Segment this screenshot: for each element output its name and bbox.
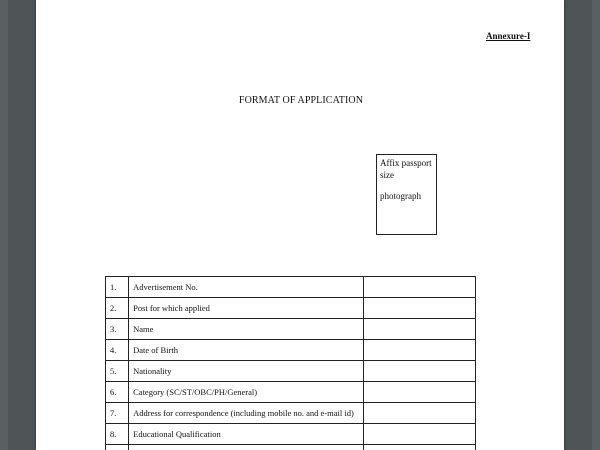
row-number: 4. xyxy=(106,340,129,361)
table-row xyxy=(106,445,476,450)
table-row xyxy=(106,298,476,319)
table-row xyxy=(106,361,476,382)
row-value-cell[interactable] xyxy=(364,298,476,319)
row-number: 6. xyxy=(106,382,129,403)
row-label: Address for correspondence (including mobile no. and e-mail id) xyxy=(129,403,364,424)
viewer-left-edge xyxy=(0,0,8,450)
annexure-label: Annexure-I xyxy=(486,31,531,41)
row-label: Advertisement No. xyxy=(129,277,364,298)
row-value-cell[interactable] xyxy=(364,361,476,382)
row-label xyxy=(129,445,364,450)
row-value-cell[interactable] xyxy=(364,277,476,298)
row-label: Category (SC/ST/OBC/PH/General) xyxy=(129,382,364,403)
row-value-cell[interactable] xyxy=(364,382,476,403)
table-row xyxy=(106,403,476,424)
row-number: 7. xyxy=(106,403,129,424)
row-number: 3. xyxy=(106,319,129,340)
row-value-cell[interactable] xyxy=(364,445,476,450)
table-row xyxy=(106,277,476,298)
row-number: 5. xyxy=(106,361,129,382)
row-label: Date of Birth xyxy=(129,340,364,361)
row-value-cell[interactable] xyxy=(364,424,476,445)
row-value-cell[interactable] xyxy=(364,340,476,361)
table-row xyxy=(106,424,476,445)
row-value-cell[interactable] xyxy=(364,319,476,340)
row-value-cell[interactable] xyxy=(364,403,476,424)
photo-placeholder-box xyxy=(376,154,437,235)
photo-box-line-3: photograph xyxy=(380,191,421,201)
row-label: Nationality xyxy=(129,361,364,382)
table-row xyxy=(106,340,476,361)
row-label: Educational Qualification xyxy=(129,424,364,445)
document-page xyxy=(36,0,564,450)
application-form-table xyxy=(105,276,476,450)
table-row xyxy=(106,382,476,403)
photo-box-line-1: Affix passport xyxy=(380,158,432,168)
table-row xyxy=(106,319,476,340)
row-number: 2. xyxy=(106,298,129,319)
photo-box-line-2: size xyxy=(380,170,394,180)
row-number xyxy=(106,445,129,450)
row-label: Name xyxy=(129,319,364,340)
document-title: FORMAT OF APPLICATION xyxy=(238,95,364,106)
viewer-right-edge xyxy=(592,0,600,450)
row-label: Post for which applied xyxy=(129,298,364,319)
row-number: 8. xyxy=(106,424,129,445)
row-number: 1. xyxy=(106,277,129,298)
